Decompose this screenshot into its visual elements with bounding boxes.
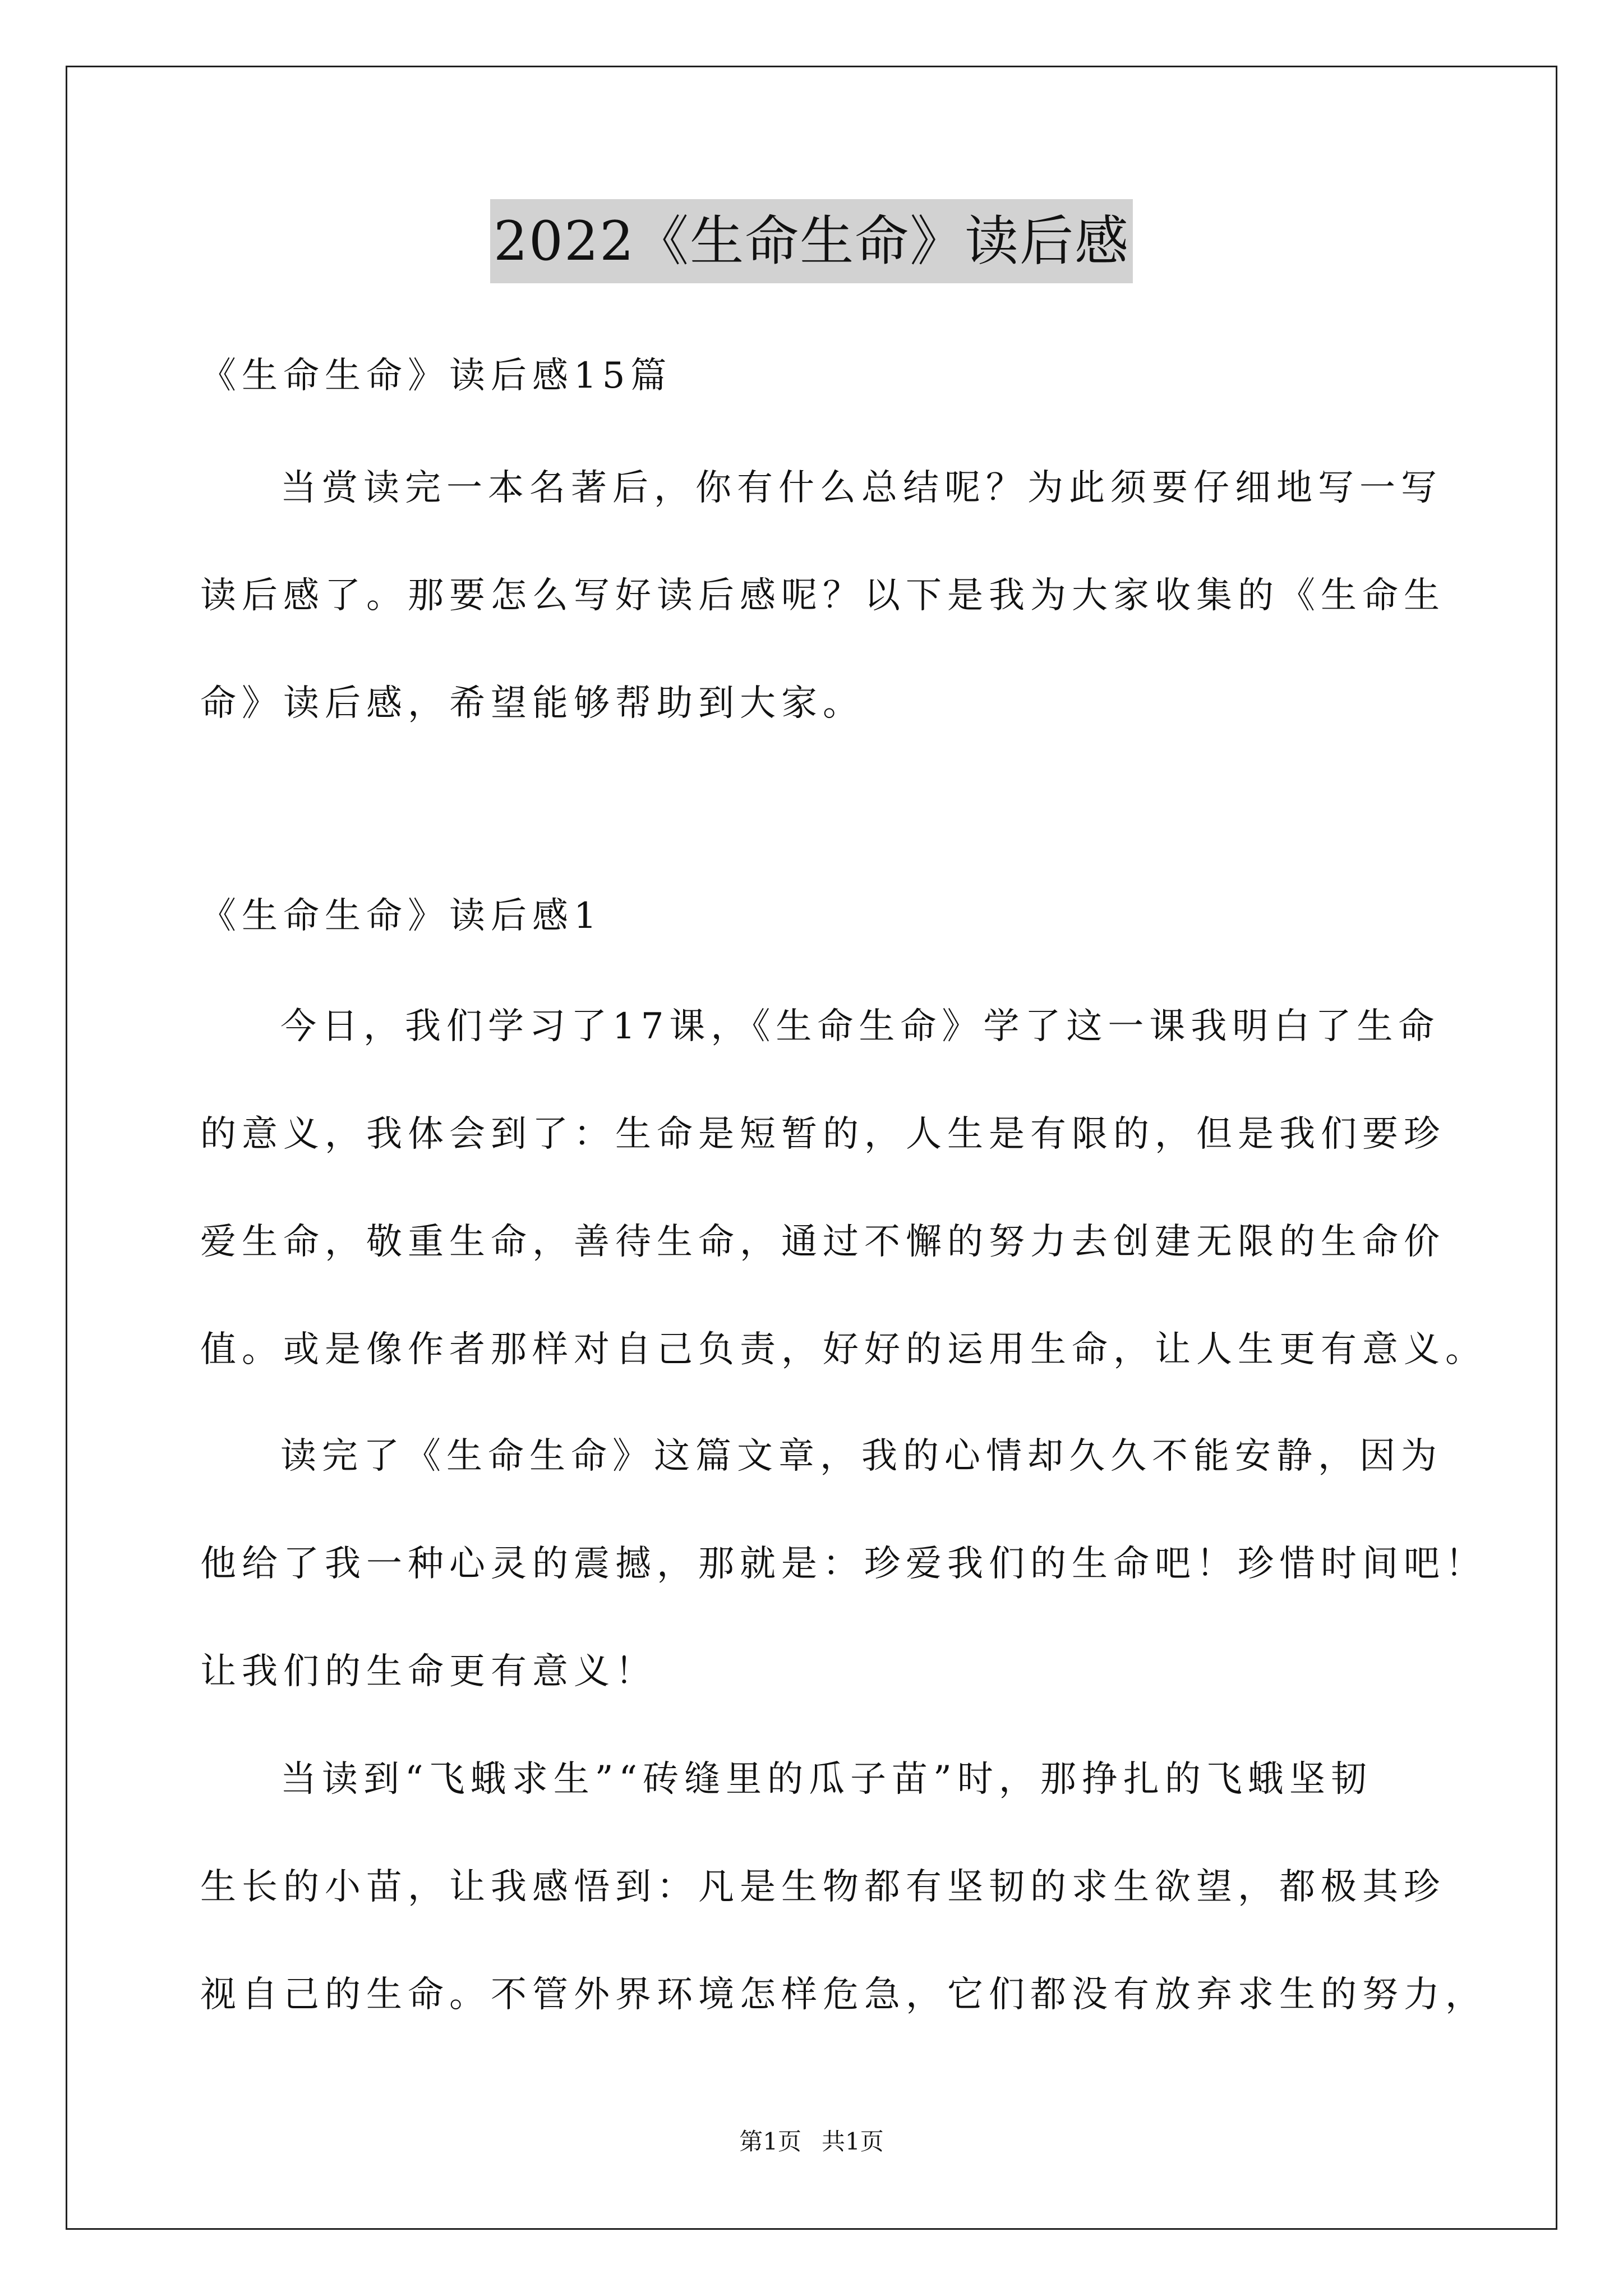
body-line-3: 爱生命，敬重生命，善待生命，通过不懈的努力去创建无限的生命价 — [200, 1221, 1445, 1263]
body-line-5: 读完了《生命生命》这篇文章，我的心情却久久不能安静，因为 — [280, 1435, 1442, 1477]
body-line-6: 他给了我一种心灵的震撼，那就是：珍爱我们的生命吧！珍惜时间吧！ — [200, 1543, 1487, 1585]
intro-line-1: 当赏读完一本名著后，你有什么总结呢？为此须要仔细地写一写 — [280, 467, 1442, 509]
body-line-8: 当读到“飞蛾求生”“砖缝里的瓜子苗”时，那挣扎的飞蛾坚韧 — [280, 1759, 1372, 1800]
intro-line-3: 命》读后感，希望能够帮助到大家。 — [200, 683, 864, 724]
body-line-2: 的意义，我体会到了：生命是短暂的，人生是有限的，但是我们要珍 — [200, 1114, 1445, 1155]
body-line-10: 视自己的生命。不管外界环境怎样危急，它们都没有放弃求生的努力， — [200, 1974, 1487, 2016]
body-line-4: 值。或是像作者那样对自己负责，好好的运用生命，让人生更有意义。 — [200, 1329, 1487, 1370]
subtitle: 《生命生命》读后感15篇 — [200, 355, 672, 397]
section-heading: 《生命生命》读后感1 — [200, 895, 602, 937]
title-container — [0, 199, 1623, 283]
body-line-1: 今日，我们学习了17课，《生命生命》学了这一课我明白了生命 — [280, 1006, 1440, 1047]
page-number: 第1页 — [739, 2128, 801, 2155]
page-total: 共1页 — [822, 2128, 884, 2155]
page-footer — [0, 2125, 1623, 2159]
body-line-9: 生长的小苗，让我感悟到：凡是生物都有坚韧的求生欲望，都极其珍 — [200, 1866, 1445, 1908]
body-line-7: 让我们的生命更有意义！ — [200, 1651, 657, 1692]
intro-line-2: 读后感了。那要怎么写好读后感呢？以下是我为大家收集的《生命生 — [200, 575, 1445, 616]
document-title: 2022《生命生命》读后感 — [490, 199, 1133, 283]
